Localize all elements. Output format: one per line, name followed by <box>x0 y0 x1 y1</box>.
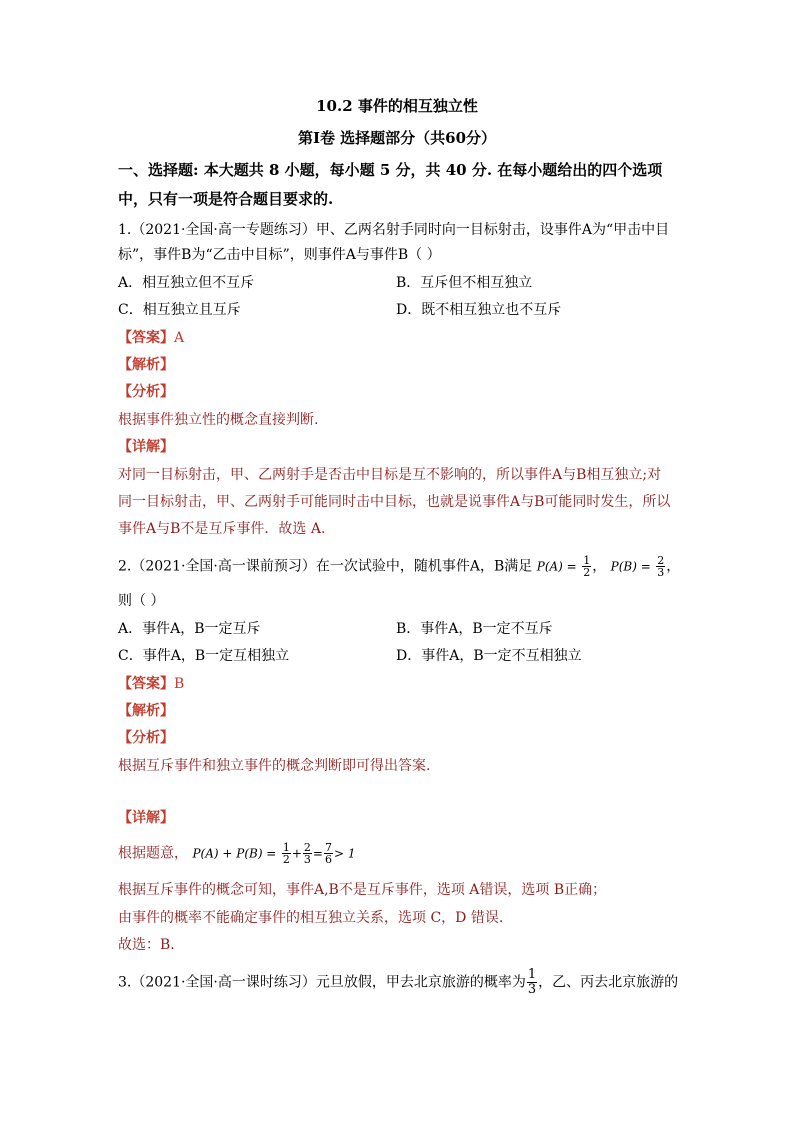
q2-fenxi-text: 根据互斥事件和独立事件的概念判断即可得出答案. <box>118 758 431 774</box>
q2-fenxi-tag: 【分析】 <box>118 730 174 746</box>
q3-stem-text: 3.（2021·全国·高一课时练习）元旦放假，甲去北京旅游的概率为 <box>118 974 526 991</box>
q2-pa-fraction <box>582 555 591 578</box>
q1-option-c: C．相互独立且互斥 <box>118 302 241 318</box>
section-instructions-line-2: 中，只有一项是符合题目要求的. <box>118 190 334 208</box>
q1-stem-line-1: 1.（2021·全国·高一专题练习）甲、乙两名射手同时向一目标射击，设事件A为“甲击中目 <box>118 222 670 238</box>
q2-calc-fraction-2 <box>303 842 312 865</box>
q2-calc-fraction-1 <box>282 842 291 865</box>
q1-option-a: A．相互独立但不互斥 <box>118 275 255 291</box>
q3-stem-post: ，乙、丙去北京旅游的 <box>538 974 679 991</box>
q2-option-b: B．事件A，B一定不互斥 <box>396 621 553 637</box>
q2-pb-numerator: 2 <box>657 554 665 567</box>
q2-calc-f2-num: 2 <box>303 841 311 854</box>
q2-calc-expression: P(A) + P(B) = <box>192 846 277 861</box>
q1-answer-value: A <box>174 330 185 346</box>
section-instructions-line-1: 一、选择题: 本大题共 8 小题，每小题 5 分，共 40 分. 在每小题给出的四个选项 <box>118 161 663 179</box>
q1-fenxi-text: 根据事件独立性的概念直接判断. <box>118 412 319 428</box>
q1-detail-line-1: 对同一目标射击，甲、乙两射手是否击中目标是互不影响的，所以事件A与B相互独立;对 <box>118 467 662 483</box>
document-title: 10.2 事件的相互独立性 <box>316 97 478 115</box>
q2-pb-label: P(B) = <box>610 559 651 574</box>
q2-calc-line <box>118 842 355 865</box>
q2-option-d: D．事件A，B一定不互相独立 <box>396 648 582 664</box>
q2-detail-line-4: 故选：B. <box>118 937 175 953</box>
q3-denominator: 3 <box>527 982 537 997</box>
q2-calc-f3-den: 6 <box>324 853 332 866</box>
q2-pa-denominator: 2 <box>583 566 591 579</box>
q2-pa-label: P(A) = <box>536 559 577 574</box>
q2-stem-text: 2.（2021·全国·高一课前预习）在一次试验中，随机事件A，B满足 <box>118 558 533 575</box>
q2-answer-tag: 【答案】 <box>118 676 174 692</box>
q2-calc-greater: > 1 <box>333 846 356 861</box>
part-heading: 第Ⅰ卷 选择题部分（共60分） <box>297 129 497 147</box>
q1-answer-tag: 【答案】 <box>118 330 174 346</box>
q1-fenxi-tag: 【分析】 <box>118 384 174 400</box>
q2-detail-line-3: 由事件的概率不能确定事件的相互独立关系，选项 C，D 错误. <box>118 910 504 926</box>
q2-jiexi-tag: 【解析】 <box>118 703 174 719</box>
q2-detail-line-2: 根据互斥事件的概念可知，事件A,B不是互斥事件，选项 A错误，选项 B正确； <box>118 882 607 898</box>
q2-calc-f2-den: 3 <box>303 853 311 866</box>
q3-stem-line-1 <box>118 968 678 997</box>
q1-option-d: D．既不相互独立也不互斥 <box>396 302 562 318</box>
q2-calc-f3-num: 7 <box>324 841 332 854</box>
q2-calc-equals: = <box>312 846 323 861</box>
q2-calc-prefix: 根据题意， <box>118 845 188 862</box>
q1-option-b: B．互斥但不相互独立 <box>396 275 533 291</box>
q1-xiangjie-tag: 【详解】 <box>118 439 174 455</box>
q1-stem-line-2: 标”，事件B为“乙击中目标”，则事件A与事件B（ ） <box>118 247 441 263</box>
q2-pa-numerator: 1 <box>583 554 591 567</box>
q2-pb-denominator: 3 <box>657 566 665 579</box>
q3-numerator: 1 <box>527 967 537 982</box>
q2-calc-plus: + <box>291 846 302 861</box>
q2-calc-f1-den: 2 <box>282 853 290 866</box>
q2-stem-end: ， <box>666 558 681 575</box>
q2-calc-fraction-3 <box>324 842 333 865</box>
q2-stem-line-1 <box>118 555 680 578</box>
q2-option-a: A．事件A，B一定互斥 <box>118 621 261 637</box>
q2-answer-value: B <box>174 676 185 692</box>
q2-separator: ， <box>592 558 607 575</box>
q2-pb-fraction <box>656 555 665 578</box>
q2-stem-line-2: 则（ ） <box>118 593 165 609</box>
q3-fraction <box>527 968 537 997</box>
q2-option-c: C．事件A，B一定互相独立 <box>118 648 290 664</box>
q2-answer-row <box>118 674 184 694</box>
q1-detail-line-2: 同一目标射击，甲、乙两射手可能同时击中目标，也就是说事件A与B可能同时发生，所以 <box>118 494 671 510</box>
q1-jiexi-tag: 【解析】 <box>118 357 174 373</box>
q1-answer-row <box>118 328 184 348</box>
q1-detail-line-3: 事件A与B不是互斥事件．故选 A. <box>118 521 326 537</box>
q2-xiangjie-tag: 【详解】 <box>118 810 174 826</box>
q2-calc-f1-num: 1 <box>282 841 290 854</box>
